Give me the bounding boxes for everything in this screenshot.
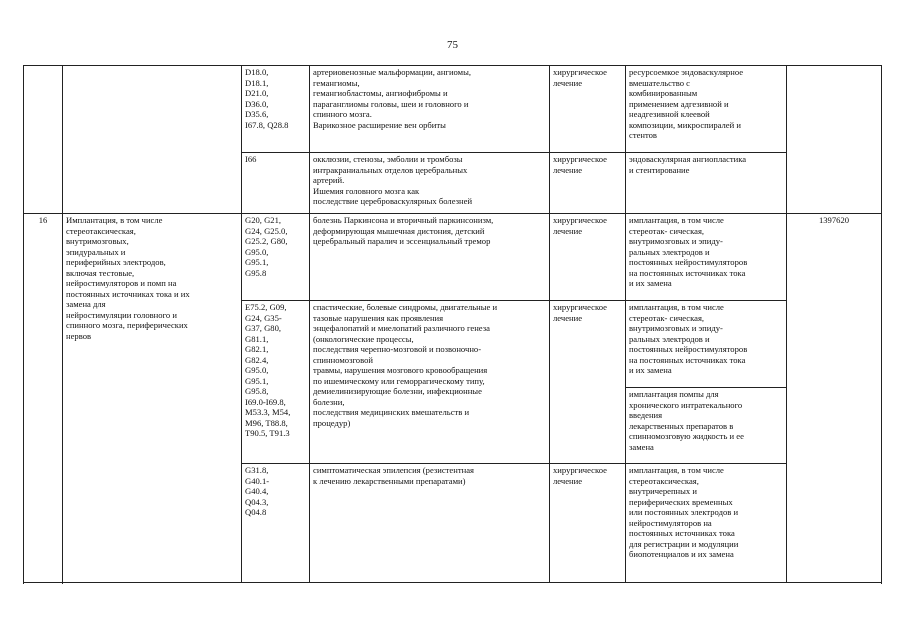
treatment-type-cell: хирургическое лечение [550, 66, 626, 153]
treatment-type-cell: хирургическое лечение [550, 301, 626, 464]
icd-codes-cell: E75.2, G09, G24, G35- G37, G80, G81.1, G82.1, G82.4, G95.0, G95.1, G95.8, I69.0-I69.8, M53.3, M54, M96, T88.8, T90.5, T91.3 [242, 301, 310, 464]
medical-procedures-table [23, 65, 882, 583]
diagnosis-cell: артериовенозные мальформации, ангиомы, гемангиомы, гемангиобластомы, ангиофибромы и параганглиомы головы, шеи и головного и спинного мозга. Варикозное расширение вен орбиты [310, 66, 550, 153]
row-number-cell: 16 [24, 214, 63, 583]
treatment-method-cell: имплантация, в том числе стереотаксическая, внутричерепных и периферических временных или постоянных электродов и нейростимуляторов на постоянных источниках тока для регистрации и модуляции биопотенциалов и их замена [626, 464, 787, 583]
procedure-name-cell: Имплантация, в том числе стереотаксическая, внутримозговых, эпидуральных и периферийных электродов, включая тестовые, нейростимуляторов и помп на постоянных источниках тока и их замена для нейростимуляции головного и спинного мозга, периферических нервов [63, 214, 242, 583]
table-row [24, 66, 882, 153]
diagnosis-cell: болезнь Паркинсона и вторичный паркинсонизм, деформирующая мышечная дистония, детский церебральный паралич и эссенциальный тремор [310, 214, 550, 301]
treatment-type-cell: хирургическое лечение [550, 214, 626, 301]
row-number-cell [24, 66, 63, 214]
table-row [24, 214, 882, 301]
diagnosis-cell: симптоматическая эпилепсия (резистентная к лечению лекарственными препаратами) [310, 464, 550, 583]
icd-codes-cell: G20, G21, G24, G25.0, G25.2, G80, G95.0, G95.1, G95.8 [242, 214, 310, 301]
diagnosis-cell: спастические, болевые синдромы, двигательные и тазовые нарушения как проявления энцефалопатий и миелопатий различного генеза (онкологические процессы, последствия черепно-мозговой и позвоночно- спинномозговой травмы, нарушения мозгового кровообращения по ишемическому или геморрагическому типу, демиелинизирующие болезни, инфекционные болезни, последствия медицинских вмешательств и процедур) [310, 301, 550, 464]
treatment-type-cell: хирургическое лечение [550, 153, 626, 214]
icd-codes-cell: I66 [242, 153, 310, 214]
diagnosis-cell: окклюзии, стенозы, эмболии и тромбозы интракраниальных отделов церебральных артерий. Ишемия головного мозга как последствие цереброваскулярных болезней [310, 153, 550, 214]
treatment-type-cell: хирургическое лечение [550, 464, 626, 583]
treatment-method-cell: имплантация, в том числе стереотак- сическая, внутримозговых и эпиду- ральных электродов и постоянных нейростимуляторов на постоянных источниках тока и их замена [626, 301, 787, 388]
treatment-method-cell: имплантация, в том числе стереотак- сическая, внутримозговых и эпиду- ральных электродов и постоянных нейростимуляторов на постоянных источниках тока и их замена [626, 214, 787, 301]
procedure-name-cell [63, 66, 242, 214]
treatment-method-cell: эндоваскулярная ангиопластика и стентирование [626, 153, 787, 214]
cost-cell [787, 66, 882, 214]
treatment-method-cell: ресурсоемкое эндоваскулярное вмешательство с комбинированным применением адгезивной и неадгезивной клеевой композиции, микроспиралей и стентов [626, 66, 787, 153]
icd-codes-cell: G31.8, G40.1- G40.4, Q04.3, Q04.8 [242, 464, 310, 583]
icd-codes-cell: D18.0, D18.1, D21.0, D36.0, D35.6, I67.8, Q28.8 [242, 66, 310, 153]
treatment-method-cell: имплантация помпы для хронического интратекального введения лекарственных препаратов в спинномозговую жидкость и ее замена [626, 388, 787, 464]
page-number: 75 [447, 39, 458, 51]
cost-cell: 1397620 [787, 214, 882, 583]
